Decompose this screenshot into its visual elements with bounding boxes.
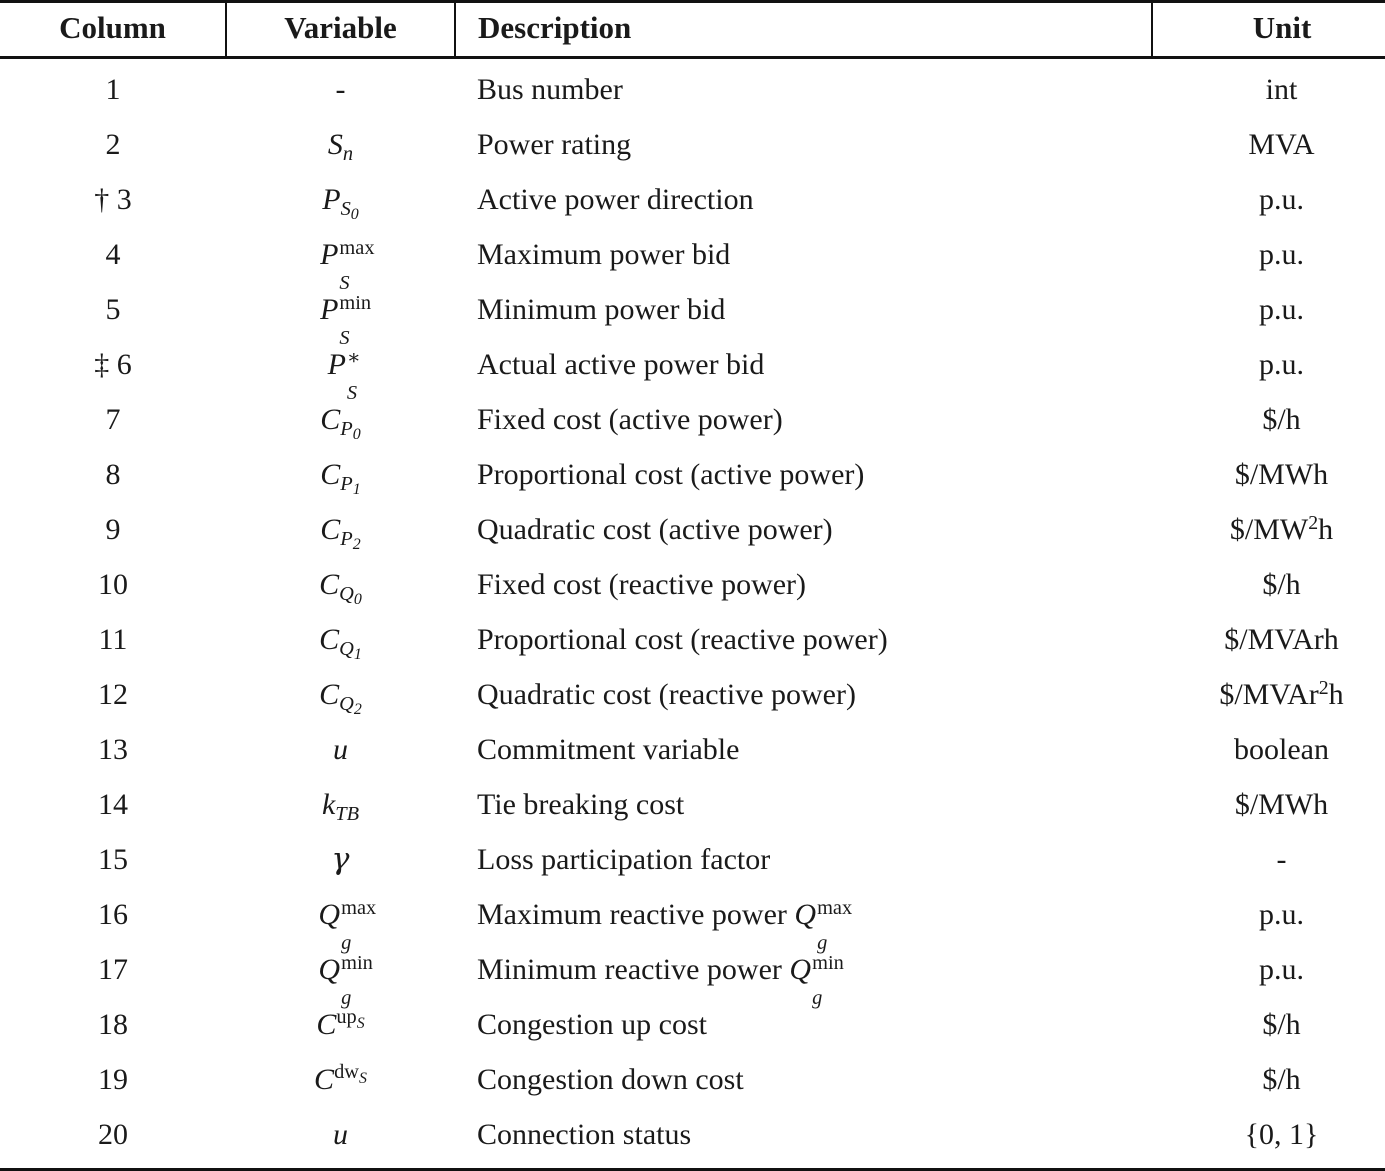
sym-superscript: max: [339, 236, 375, 259]
cell-column: 7: [105, 403, 121, 437]
sym-superscript: dwS: [334, 1061, 367, 1087]
sym-subscript: P2: [340, 527, 361, 554]
sym-subscript: S0: [340, 197, 359, 224]
cell-variable: [226, 833, 455, 888]
cell-unit: $/MWh: [1234, 788, 1329, 822]
cell-unit: p.u.: [1259, 898, 1304, 932]
sym-subscript: Q1: [339, 637, 362, 664]
header-column: Column: [0, 2, 226, 58]
variable-symbol: [320, 236, 375, 295]
cell-variable: [226, 57, 455, 118]
table-row: [0, 723, 1385, 778]
sym-base: C: [314, 1063, 335, 1097]
cell-column: 19: [98, 1063, 128, 1097]
variable-symbol: [316, 1006, 365, 1042]
variable-symbol: u: [333, 1118, 348, 1152]
table-row: [0, 888, 1385, 943]
unit-base: $/MW: [1229, 513, 1309, 547]
sym-base: P: [320, 238, 339, 272]
variable-symbol: [320, 457, 361, 499]
variable-symbol: [320, 291, 372, 350]
variable-symbol: -: [335, 73, 346, 107]
cell-unit: $/h: [1262, 1008, 1301, 1042]
cell-description: Congestion up cost: [477, 1008, 707, 1042]
table-row: [0, 943, 1385, 998]
cell-description: Minimum power bid: [477, 293, 726, 327]
table-row: [0, 118, 1385, 173]
cell-description: Commitment variable: [477, 733, 740, 767]
cell-column: [0, 338, 226, 393]
sym-subscript: g: [341, 987, 352, 1010]
sym-sup-base: dw: [334, 1061, 359, 1084]
inline-symbol: [794, 896, 853, 955]
cell-unit: $/MVAr2h: [1219, 677, 1344, 712]
sym-superscript: upS: [336, 1006, 365, 1032]
cell-column: 10: [98, 568, 128, 602]
cell-unit: p.u.: [1259, 953, 1304, 987]
sym-sub-base: Q: [339, 637, 354, 660]
sym-sub-base: Q: [339, 692, 354, 715]
cell-description: Quadratic cost (reactive power): [477, 678, 856, 712]
cell-column: 9: [105, 513, 121, 547]
sym-sub-base: Q: [339, 582, 354, 605]
variable-symbol: [327, 346, 361, 405]
cell-description: Congestion down cost: [477, 1063, 744, 1097]
cell-variable: [226, 723, 455, 778]
sym-base: Q: [318, 898, 341, 932]
sym-sup-base: up: [336, 1006, 357, 1029]
variable-symbol: Sn: [327, 128, 354, 166]
table-body: [0, 57, 1385, 1169]
cell-column: 14: [98, 788, 128, 822]
sym-subscript: S: [339, 327, 350, 350]
cell-column: 18: [98, 1008, 128, 1042]
cell-description: Connection status: [455, 1108, 1152, 1170]
sym-subscript: S: [346, 382, 358, 405]
variable-symbol: [320, 512, 361, 554]
header-unit: Unit: [1152, 2, 1385, 58]
sym-sub-base: P: [340, 417, 353, 440]
sym-superscript: max: [817, 896, 853, 919]
sym-superscript: min: [812, 951, 844, 974]
column-number: 6: [116, 348, 132, 382]
description-text: Maximum reactive power: [477, 898, 787, 932]
variable-symbol: [318, 951, 373, 1010]
header-row: [0, 2, 1385, 58]
cell-variable: [226, 998, 455, 1053]
dagger-marker: †: [94, 183, 110, 217]
cell-description: Actual active power bid: [477, 348, 765, 382]
variable-symbol: [319, 567, 362, 609]
sym-sub-base: P: [340, 527, 353, 550]
cell-description: Fixed cost (active power): [477, 403, 783, 437]
sym-base: k: [321, 788, 336, 822]
cell-unit: $/h: [1262, 403, 1301, 437]
sym-base: P: [322, 182, 341, 216]
sym-subscript: P1: [340, 472, 361, 499]
variable-symbol: [319, 677, 362, 719]
sym-base: P: [327, 348, 346, 382]
unit-tail: h: [1328, 678, 1344, 712]
cell-variable: [226, 888, 455, 955]
cell-variable: [226, 1108, 455, 1170]
table-row: [0, 173, 1385, 228]
table-row: [0, 338, 1385, 393]
cell-unit: $/MW2h: [1229, 512, 1334, 547]
cell-column: 17: [98, 953, 128, 987]
sym-base: Q: [789, 953, 812, 987]
sym-superscript: min: [341, 951, 373, 974]
sym-subscript: Q0: [339, 582, 362, 609]
sym-base: P: [320, 293, 339, 327]
unit-base: $/MVAr: [1219, 678, 1319, 712]
cell-unit: $/MWh: [1234, 458, 1329, 492]
sym-base: C: [319, 677, 340, 711]
sym-base: S: [327, 128, 343, 162]
cell-variable: [226, 503, 455, 558]
table-row: [0, 283, 1385, 338]
cell-column: 4: [105, 238, 121, 272]
sym-subscript: g: [817, 932, 828, 955]
cell-variable: [226, 393, 455, 448]
header-description: Description: [455, 2, 1152, 58]
cell-variable: [226, 558, 455, 613]
cell-unit: p.u.: [1259, 293, 1304, 327]
variable-symbol: γ: [331, 842, 350, 878]
table-row: [0, 558, 1385, 613]
sym-sub-base: S: [340, 197, 351, 220]
cell-description: Fixed cost (reactive power): [477, 568, 807, 602]
cell-description: Proportional cost (reactive power): [477, 623, 888, 657]
cell-variable: [226, 778, 455, 833]
table-header: [0, 2, 1385, 58]
sym-base: Q: [318, 953, 341, 987]
table-row: [0, 778, 1385, 833]
variable-symbol: [314, 1061, 367, 1097]
sym-base: C: [320, 457, 341, 491]
variable-symbol: [320, 402, 361, 444]
cell-unit: p.u.: [1259, 183, 1304, 217]
cell-unit: p.u.: [1259, 238, 1304, 272]
sym-base: C: [319, 567, 340, 601]
cell-description: Active power direction: [477, 183, 754, 217]
cell-description: Bus number: [477, 73, 623, 107]
cell-variable: [226, 118, 455, 173]
cell-column: 11: [98, 623, 128, 657]
sym-subscript: g: [341, 932, 352, 955]
cell-column: 8: [105, 458, 121, 492]
cell-unit: -: [1276, 843, 1287, 877]
sym-base: C: [319, 622, 340, 656]
cell-column: 1: [105, 73, 121, 107]
variable-symbol: [318, 896, 377, 955]
table-row: [0, 57, 1385, 118]
table-row: [0, 833, 1385, 888]
cell-unit: p.u.: [1259, 348, 1304, 382]
table-row: [0, 228, 1385, 283]
table-row: [0, 1108, 1385, 1170]
cell-description: Quadratic cost (active power): [477, 513, 833, 547]
table-row: [0, 448, 1385, 503]
cell-description: [455, 888, 1152, 955]
cell-unit: int: [1265, 73, 1298, 107]
cell-variable: [226, 448, 455, 503]
sym-superscript: max: [341, 896, 377, 919]
sym-base: Q: [794, 898, 817, 932]
cell-description: Loss participation factor: [477, 843, 771, 877]
sym-subscript: S: [339, 272, 350, 295]
table-row: [0, 668, 1385, 723]
double-dagger-marker: ‡: [94, 348, 110, 382]
cell-description: Power rating: [477, 128, 632, 162]
cell-column: [0, 173, 226, 228]
cell-column: 20: [0, 1108, 226, 1170]
cell-description: [455, 943, 1152, 1010]
table-row: [0, 998, 1385, 1053]
cell-variable: [226, 613, 455, 668]
table-row: [0, 393, 1385, 448]
cell-column: 13: [98, 733, 128, 767]
cell-column: 15: [98, 843, 128, 877]
cell-description: Maximum power bid: [477, 238, 731, 272]
sym-subscript: g: [812, 987, 823, 1010]
table-row: [0, 613, 1385, 668]
cell-description: Proportional cost (active power): [477, 458, 865, 492]
unit-tail: h: [1318, 513, 1334, 547]
variable-symbol: kTB: [321, 788, 360, 826]
cell-unit: $/h: [1262, 568, 1301, 602]
cell-unit: $/MVArh: [1224, 623, 1339, 657]
description-text: Minimum reactive power: [477, 953, 782, 987]
variable-symbol: u: [333, 733, 348, 767]
cell-unit: $/h: [1262, 1063, 1301, 1097]
cell-column: 5: [105, 293, 121, 327]
cell-variable: [226, 228, 455, 295]
cell-variable: [226, 668, 455, 723]
table-row: [0, 503, 1385, 558]
sym-sub-base: P: [340, 472, 353, 495]
cell-variable: [226, 173, 455, 228]
cell-column: 12: [98, 678, 128, 712]
variable-symbol: [322, 182, 359, 224]
column-number: 3: [116, 183, 132, 217]
inline-symbol: [789, 951, 844, 1010]
sym-superscript: ∗: [346, 346, 361, 369]
header-variable: Variable: [226, 2, 455, 58]
sym-base: C: [320, 402, 341, 436]
cell-column: 16: [98, 898, 128, 932]
sym-base: C: [320, 512, 341, 546]
sym-subscript: Q2: [339, 692, 362, 719]
cell-unit: boolean: [1234, 733, 1329, 767]
sym-superscript: min: [339, 291, 372, 314]
sym-subscript: P0: [340, 417, 361, 444]
cell-unit: {0, 1}: [1152, 1108, 1385, 1170]
sym-base: C: [316, 1008, 337, 1042]
table-row: [0, 1053, 1385, 1108]
cell-column: 2: [105, 128, 121, 162]
cell-variable: [226, 1053, 455, 1108]
variable-symbol: [319, 622, 362, 664]
cell-description: Tie breaking cost: [477, 788, 685, 822]
cell-unit: MVA: [1248, 128, 1315, 162]
